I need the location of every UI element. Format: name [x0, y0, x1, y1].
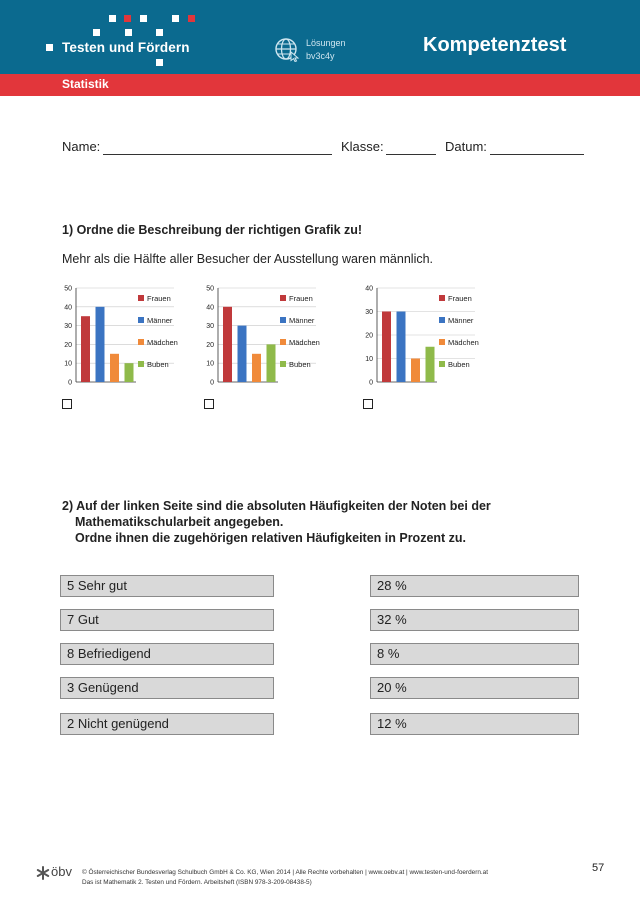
legend-label: Mädchen	[448, 338, 479, 347]
bar-buben	[125, 363, 134, 382]
bar-frauen	[81, 316, 90, 382]
solutions-code: bv3c4y	[306, 51, 335, 61]
legend-swatch	[138, 361, 144, 367]
bar-männer	[238, 326, 247, 382]
page-header	[0, 0, 640, 74]
bar-frauen	[223, 307, 232, 382]
bar-frauen	[382, 312, 391, 383]
task1-text: Mehr als die Hälfte aller Besucher der Ausstellung waren männlich.	[62, 252, 434, 266]
legend-label: Mädchen	[289, 338, 320, 347]
brand-name: Testen und Fördern	[62, 40, 190, 55]
bar-männer	[397, 312, 406, 383]
y-tick-label: 10	[64, 360, 72, 368]
legend-swatch	[280, 339, 286, 345]
legend-label: Mädchen	[147, 338, 178, 347]
grade-box[interactable]: 2 Nicht genügend	[60, 713, 274, 735]
legend-swatch	[138, 317, 144, 323]
page-number: 57	[592, 862, 605, 874]
legend-swatch	[439, 295, 445, 301]
y-tick-label: 20	[365, 332, 373, 340]
chart-c	[359, 280, 489, 390]
bar-mädchen	[411, 359, 420, 383]
bar-buben	[426, 347, 435, 382]
globe-icon	[274, 36, 300, 62]
legend-swatch	[280, 295, 286, 301]
footer-line2: Das ist Mathematik 2. Testen und Fördern. Arbeitsheft (ISBN 978-3-209-08438-5)	[82, 879, 312, 886]
y-tick-label: 0	[369, 379, 373, 387]
y-tick-label: 30	[365, 309, 373, 316]
bar-männer	[96, 307, 105, 382]
legend-label: Frauen	[147, 294, 171, 303]
legend-label: Männer	[147, 316, 173, 325]
publisher-logo	[36, 864, 86, 882]
date-field[interactable]	[490, 154, 584, 155]
y-tick-label: 50	[64, 285, 72, 293]
legend-swatch	[138, 339, 144, 345]
name-field[interactable]	[103, 154, 332, 155]
legend-label: Frauen	[289, 294, 313, 303]
chart-b-checkbox[interactable]	[204, 399, 214, 409]
page-title: Kompetenztest	[423, 34, 567, 56]
bar-mädchen	[110, 354, 119, 382]
grade-box[interactable]: 5 Sehr gut	[60, 575, 274, 597]
legend-swatch	[439, 361, 445, 367]
bar-chart	[58, 280, 188, 390]
y-tick-label: 10	[206, 360, 214, 368]
task2-title-line3: Ordne ihnen die zugehörigen relativen Häufigkeiten in Prozent zu.	[75, 531, 467, 545]
legend-label: Männer	[289, 316, 315, 325]
grade-box[interactable]: 3 Genügend	[60, 677, 274, 699]
chart-c-checkbox[interactable]	[363, 399, 373, 409]
y-tick-label: 20	[64, 341, 72, 349]
solutions-label: Lösungen	[306, 38, 346, 48]
percent-box[interactable]: 12 %	[370, 713, 579, 735]
legend-label: Männer	[448, 316, 474, 325]
percent-box[interactable]: 28 %	[370, 575, 579, 597]
legend-swatch	[439, 317, 445, 323]
y-tick-label: 40	[365, 285, 373, 293]
y-tick-label: 0	[210, 379, 214, 387]
class-label: Klasse:	[341, 139, 384, 154]
footer-copyright	[82, 868, 488, 888]
y-tick-label: 50	[206, 285, 214, 293]
legend-swatch	[138, 295, 144, 301]
class-field[interactable]	[386, 154, 436, 155]
footer-line1: © Österreichischer Bundesverlag Schulbuch GmbH & Co. KG, Wien 2014 | Alle Rechte vorbehalten | www.oebv.at | www.testen-und-foerdern.at	[82, 869, 488, 876]
task2-title	[62, 498, 491, 546]
y-tick-label: 0	[68, 379, 72, 387]
y-tick-label: 30	[206, 323, 214, 331]
legend-swatch	[280, 317, 286, 323]
grade-box[interactable]: 7 Gut	[60, 609, 274, 631]
publisher-star-icon	[36, 866, 50, 880]
bar-mädchen	[252, 354, 261, 382]
y-tick-label: 30	[64, 323, 72, 331]
grade-box[interactable]: 8 Befriedigend	[60, 643, 274, 665]
y-tick-label: 40	[64, 304, 72, 312]
legend-label: Frauen	[448, 294, 472, 303]
legend-label: Buben	[289, 360, 311, 369]
bar-buben	[267, 344, 276, 382]
task2-title-line1: 2) Auf der linken Seite sind die absoluten Häufigkeiten der Noten bei der	[62, 499, 491, 513]
chart-b	[200, 280, 330, 390]
legend-swatch	[439, 339, 445, 345]
percent-box[interactable]: 20 %	[370, 677, 579, 699]
y-tick-label: 10	[365, 356, 373, 363]
publisher-logo-text: öbv	[51, 864, 72, 879]
date-label: Datum:	[445, 139, 487, 154]
chart-a-checkbox[interactable]	[62, 399, 72, 409]
percent-box[interactable]: 8 %	[370, 643, 579, 665]
section-label: Statistik	[62, 77, 109, 91]
y-tick-label: 40	[206, 304, 214, 312]
chart-a	[58, 280, 188, 390]
legend-label: Buben	[448, 360, 470, 369]
legend-label: Buben	[147, 360, 169, 369]
name-label: Name:	[62, 139, 101, 154]
task2-title-line2: Mathematikschularbeit angegeben.	[75, 515, 284, 529]
y-tick-label: 20	[206, 341, 214, 349]
bar-chart	[359, 280, 489, 390]
percent-box[interactable]: 32 %	[370, 609, 579, 631]
legend-swatch	[280, 361, 286, 367]
task1-title: 1) Ordne die Beschreibung der richtigen Grafik zu!	[62, 223, 363, 237]
bar-chart	[200, 280, 330, 390]
